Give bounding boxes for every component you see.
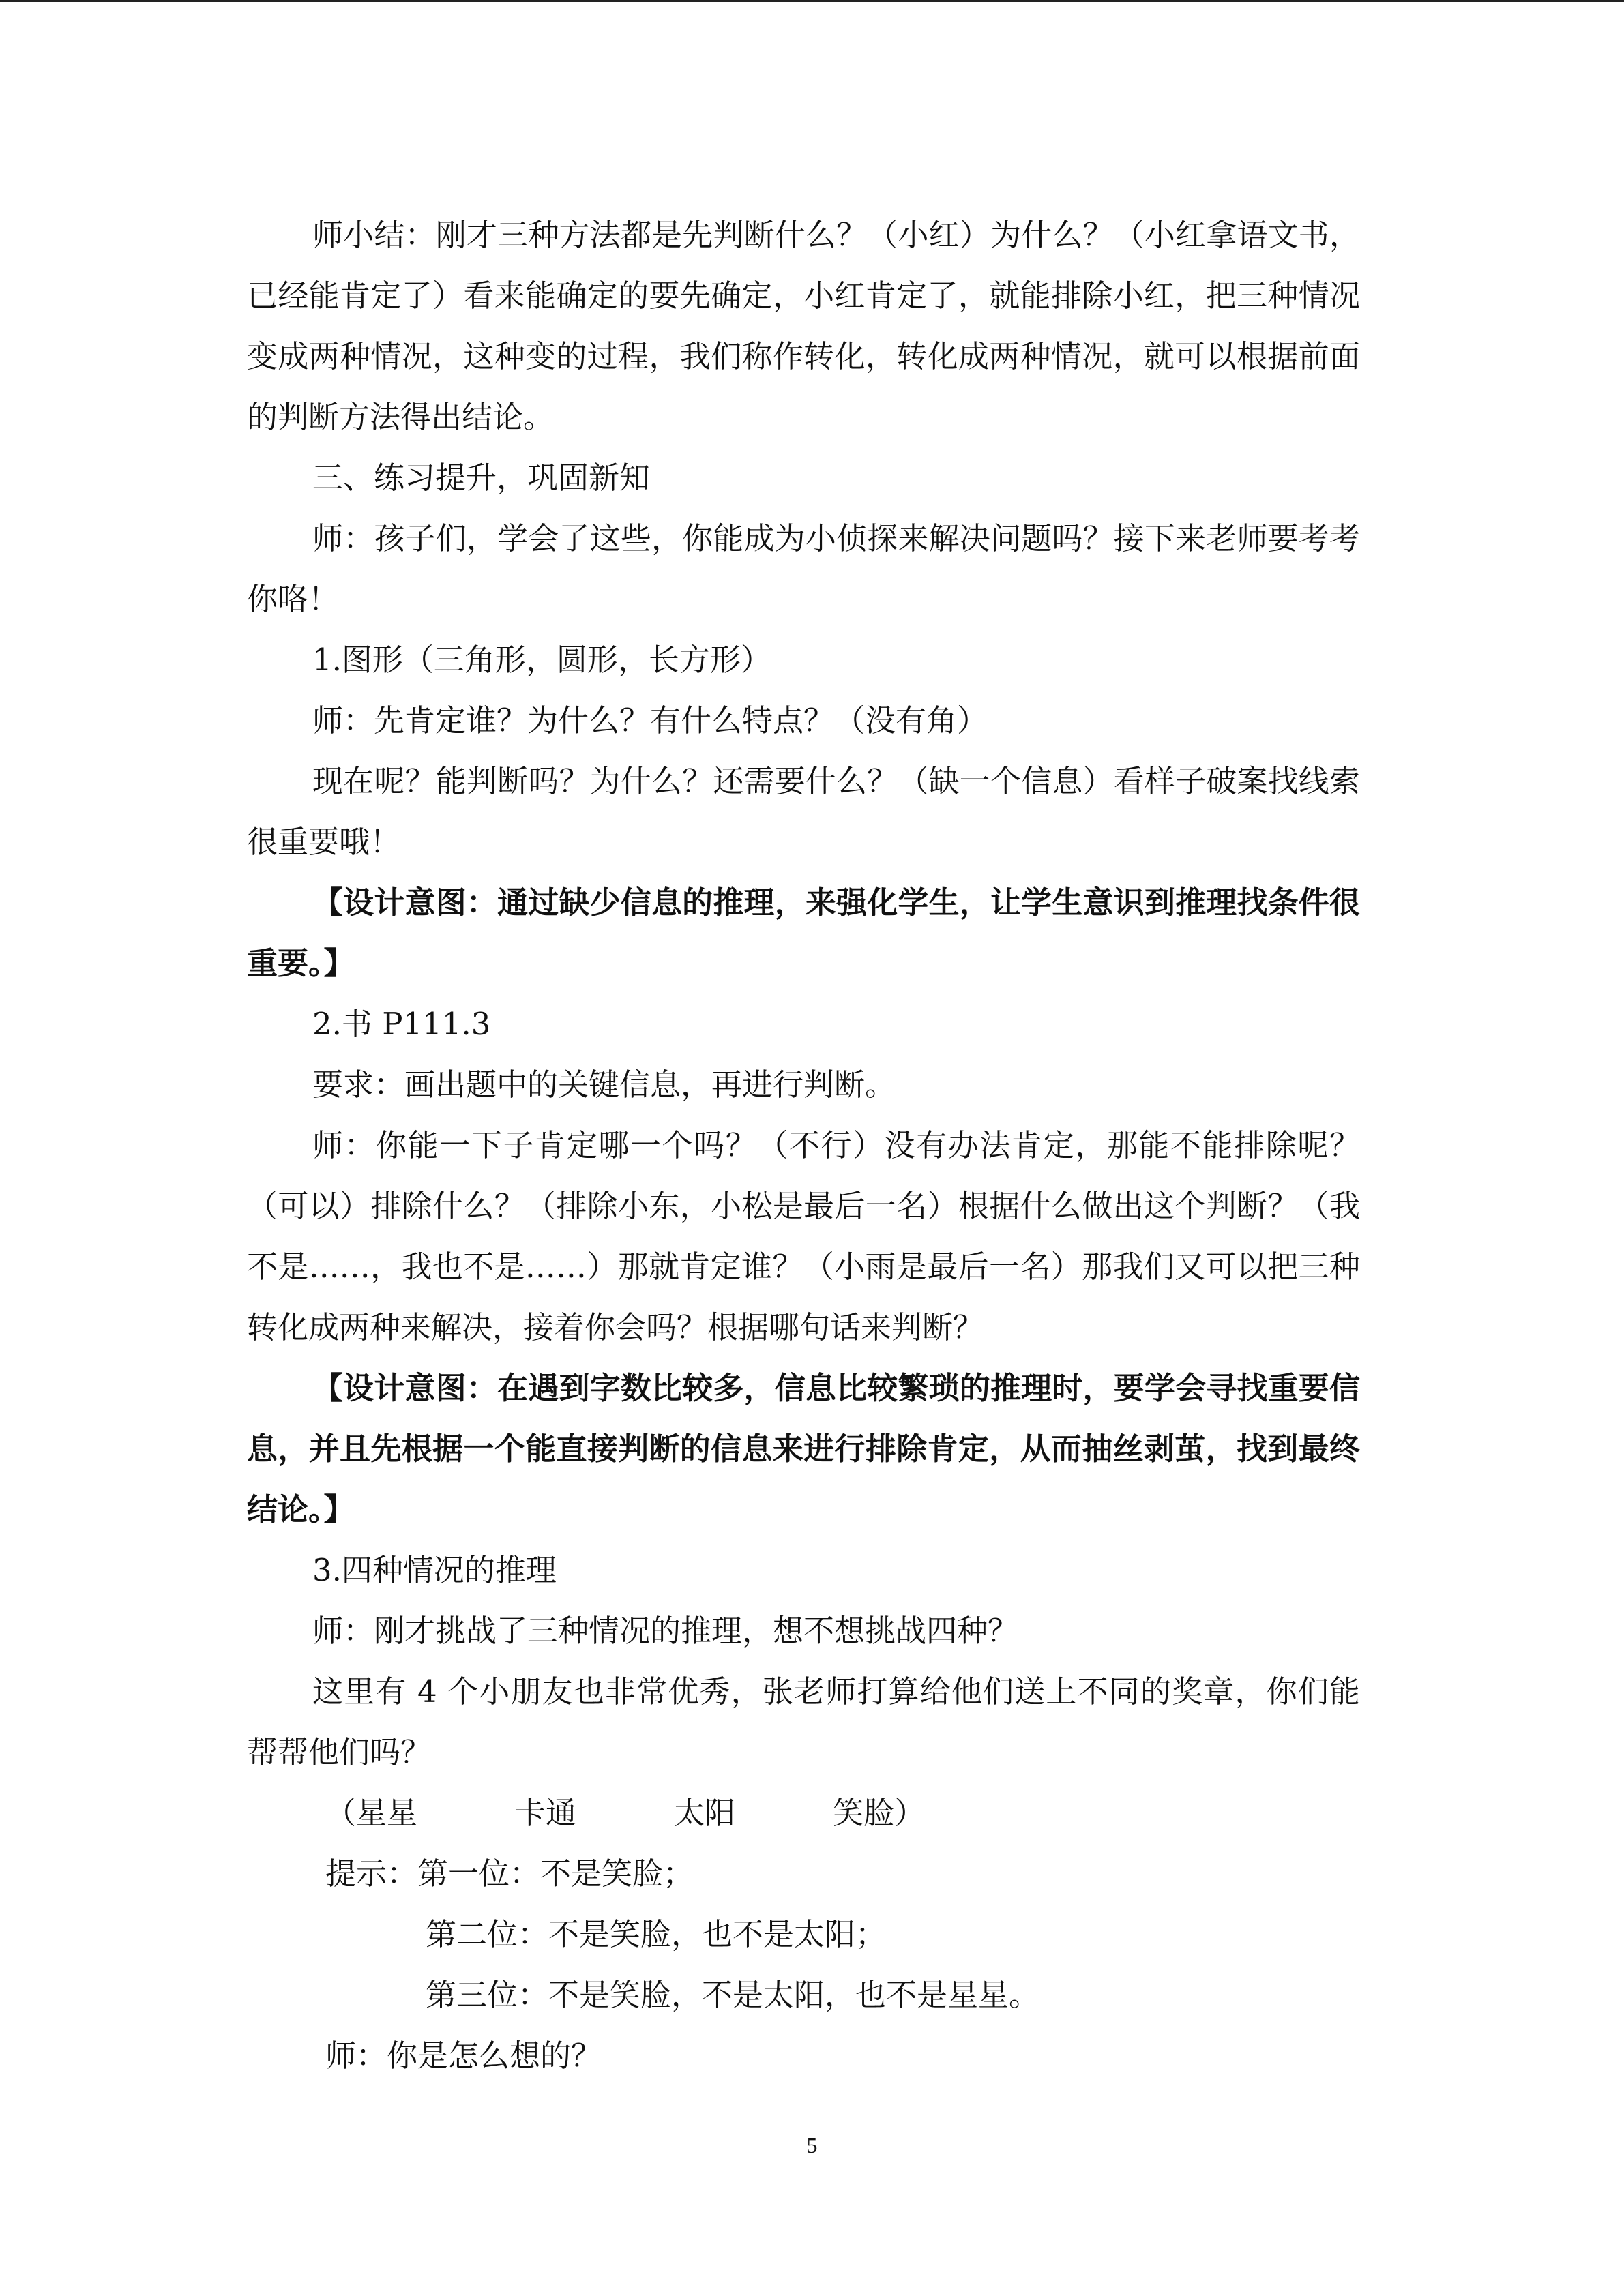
awards-list: （星星 卡通 太阳 笑脸） xyxy=(325,1795,926,1831)
paragraph-awards-intro: 这里有 4 个小朋友也非常优秀，张老师打算给他们送上不同的奖章，你们能帮帮他们吗？ xyxy=(247,1673,1360,1770)
paragraph-requirement: 要求：画出题中的关键信息，再进行判断。 xyxy=(312,1067,896,1103)
hint-first: 提示：第一位：不是笑脸； xyxy=(325,1855,694,1892)
item-2-book: 2.书 P111.3 xyxy=(312,1006,491,1042)
paragraph-teacher-summary: 师小结：刚才三种方法都是先判断什么？（小红）为什么？（小红拿语文书，已经能肯定了）看来能确定的要先确定，小红肯定了，就能排除小红，把三种情况变成两种情况，这种变的过程，我们称作转化，转化成两种情况，就可以根据前面的判断方法得出结论。 xyxy=(247,217,1360,435)
page-number: 5 xyxy=(806,2133,818,2158)
paragraph-now-question: 现在呢？能判断吗？为什么？还需要什么？（缺一个信息）看样子破案找线索很重要哦！ xyxy=(247,763,1360,860)
hint-third: 第三位：不是笑脸，不是太阳，也不是星星。 xyxy=(426,1977,1040,2013)
design-intent-1: 【设计意图：通过缺少信息的推理，来强化学生，让学生意识到推理找条件很重要。】 xyxy=(247,884,1360,981)
hint-second: 第二位：不是笑脸，也不是太阳； xyxy=(426,1916,887,1952)
document-body xyxy=(247,205,1360,2086)
paragraph-teacher-question-1: 师：先肯定谁？为什么？有什么特点？（没有角） xyxy=(312,702,988,739)
final-question: 师：你是怎么想的？ xyxy=(325,2038,602,2074)
item-3-four-cases: 3.四种情况的推理 xyxy=(312,1552,557,1588)
section-heading-practice: 三、练习提升，巩固新知 xyxy=(312,460,651,496)
paragraph-teacher-challenge-four: 师：刚才挑战了三种情况的推理，想不想挑战四种？ xyxy=(312,1613,1019,1649)
design-intent-2: 【设计意图：在遇到字数比较多，信息比较繁琐的推理时，要学会寻找重要信息，并且先根据一个能直接判断的信息来进行排除肯定，从而抽丝剥茧，找到最终结论。】 xyxy=(247,1370,1360,1527)
item-1-shapes: 1.图形（三角形，圆形，长方形） xyxy=(312,642,771,678)
paragraph-teacher-challenge: 师：孩子们，学会了这些，你能成为小侦探来解决问题吗？接下来老师要考考你咯！ xyxy=(247,520,1360,617)
top-border-line xyxy=(0,0,1624,2)
paragraph-teacher-question-2: 师：你能一下子肯定哪一个吗？（不行）没有办法肯定，那能不能排除呢？（可以）排除什么？（排除小东，小松是最后一名）根据什么做出这个判断？（我不是……，我也不是……）那就肯定谁？（小雨是最后一名）那我们又可以把三种转化成两种来解决，接着你会吗？根据哪句话来判断？ xyxy=(247,1127,1360,1345)
